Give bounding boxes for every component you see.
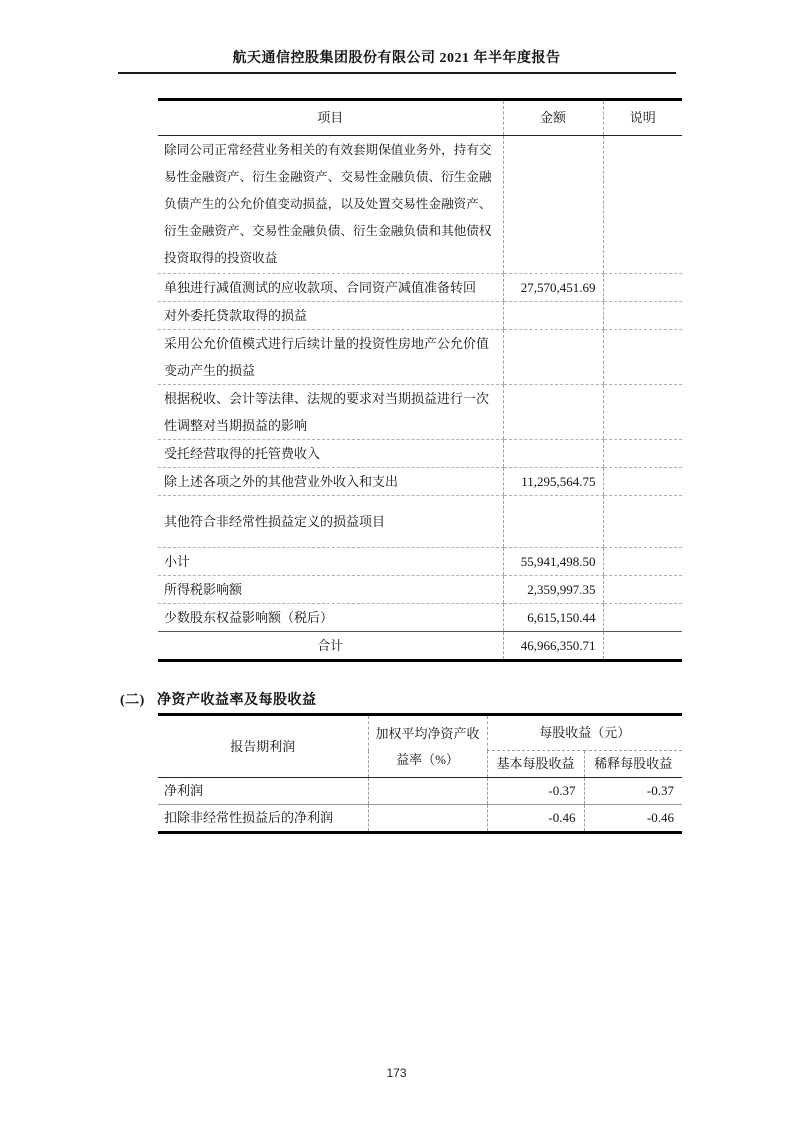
cell-amount — [503, 136, 603, 274]
table-row — [158, 302, 682, 330]
cell-note — [603, 604, 682, 632]
cell-item: 对外委托贷款取得的损益 — [158, 302, 503, 330]
cell-amount: 27,570,451.69 — [503, 274, 603, 302]
table-row — [158, 576, 682, 604]
cell-roe — [368, 778, 487, 805]
cell-item: 少数股东权益影响额（税后） — [158, 604, 503, 632]
cell-amount — [503, 302, 603, 330]
cell-amount: 46,966,350.71 — [503, 632, 603, 661]
cell-amount — [503, 496, 603, 548]
cell-note — [603, 468, 682, 496]
table-row — [158, 274, 682, 302]
table-row — [158, 778, 682, 805]
table1-header-item: 项目 — [158, 100, 503, 136]
table1-header-note: 说明 — [603, 100, 682, 136]
document-header-title: 航天通信控股集团股份有限公司 2021 年半年度报告 — [232, 51, 561, 66]
cell-roe — [368, 805, 487, 833]
non-recurring-items-table — [158, 98, 682, 662]
table2-header-basic-eps: 基本每股收益 — [487, 751, 584, 778]
cell-note — [603, 330, 682, 385]
table1-body — [158, 136, 682, 661]
cell-amount: 11,295,564.75 — [503, 468, 603, 496]
cell-item: 其他符合非经常性损益定义的损益项目 — [158, 496, 503, 548]
cell-amount — [503, 330, 603, 385]
table2-header-profit: 报告期利润 — [158, 715, 368, 778]
cell-note — [603, 440, 682, 468]
cell-item: 除同公司正常经营业务相关的有效套期保值业务外，持有交易性金融资产、衍生金融资产、交易性金融负债、衍生金融负债产生的公允价值变动损益，以及处置交易性金融资产、衍生金融资产、交易性金融负债、衍生金融负债和其他债权投资取得的投资收益 — [158, 136, 503, 274]
header-rule — [118, 72, 676, 74]
cell-note — [603, 548, 682, 576]
table-row — [158, 496, 682, 548]
table-row — [158, 805, 682, 833]
cell-item: 扣除非经常性损益后的净利润 — [158, 805, 368, 833]
roe-eps-table — [158, 713, 682, 834]
table2-header-eps-group: 每股收益（元） — [487, 715, 682, 751]
cell-amount: 6,615,150.44 — [503, 604, 603, 632]
cell-item: 采用公允价值模式进行后续计量的投资性房地产公允价值变动产生的损益 — [158, 330, 503, 385]
cell-amount — [503, 440, 603, 468]
section-number: (二) — [120, 693, 145, 708]
cell-basic-eps: -0.37 — [487, 778, 584, 805]
cell-item: 受托经营取得的托管费收入 — [158, 440, 503, 468]
section-heading — [120, 689, 793, 709]
section-title: 净资产收益率及每股收益 — [157, 693, 317, 708]
cell-item: 根据税收、会计等法律、法规的要求对当期损益进行一次性调整对当期损益的影响 — [158, 385, 503, 440]
table-row — [158, 632, 682, 661]
cell-item: 除上述各项之外的其他营业外收入和支出 — [158, 468, 503, 496]
cell-amount: 55,941,498.50 — [503, 548, 603, 576]
cell-note — [603, 136, 682, 274]
table2-header-roe: 加权平均净资产收益率（%） — [368, 715, 487, 778]
table1-header-row — [158, 100, 682, 136]
cell-note — [603, 274, 682, 302]
cell-item: 小计 — [158, 548, 503, 576]
cell-item: 净利润 — [164, 783, 204, 798]
table2-header-row-1 — [158, 715, 682, 751]
table2-body — [158, 778, 682, 833]
table-row — [158, 468, 682, 496]
cell-note — [603, 385, 682, 440]
page-number: 173 — [386, 1066, 407, 1080]
cell-diluted-eps: -0.46 — [584, 805, 682, 833]
cell-item: 合计 — [158, 632, 503, 661]
cell-item: 所得税影响额 — [158, 576, 503, 604]
cell-amount — [503, 385, 603, 440]
cell-note — [603, 576, 682, 604]
cell-amount: 2,359,997.35 — [503, 576, 603, 604]
table-row — [158, 330, 682, 385]
table-row — [158, 385, 682, 440]
cell-basic-eps: -0.46 — [487, 805, 584, 833]
table1-header-amount: 金额 — [503, 100, 603, 136]
cell-note — [603, 496, 682, 548]
cell-diluted-eps: -0.37 — [584, 778, 682, 805]
cell-item: 单独进行减值测试的应收款项、合同资产减值准备转回 — [158, 274, 503, 302]
table2-header-diluted-eps: 稀释每股收益 — [584, 751, 682, 778]
table-row — [158, 604, 682, 632]
cell-note — [603, 632, 682, 661]
table-row — [158, 136, 682, 274]
table-row — [158, 548, 682, 576]
table-row — [158, 440, 682, 468]
cell-note — [603, 302, 682, 330]
